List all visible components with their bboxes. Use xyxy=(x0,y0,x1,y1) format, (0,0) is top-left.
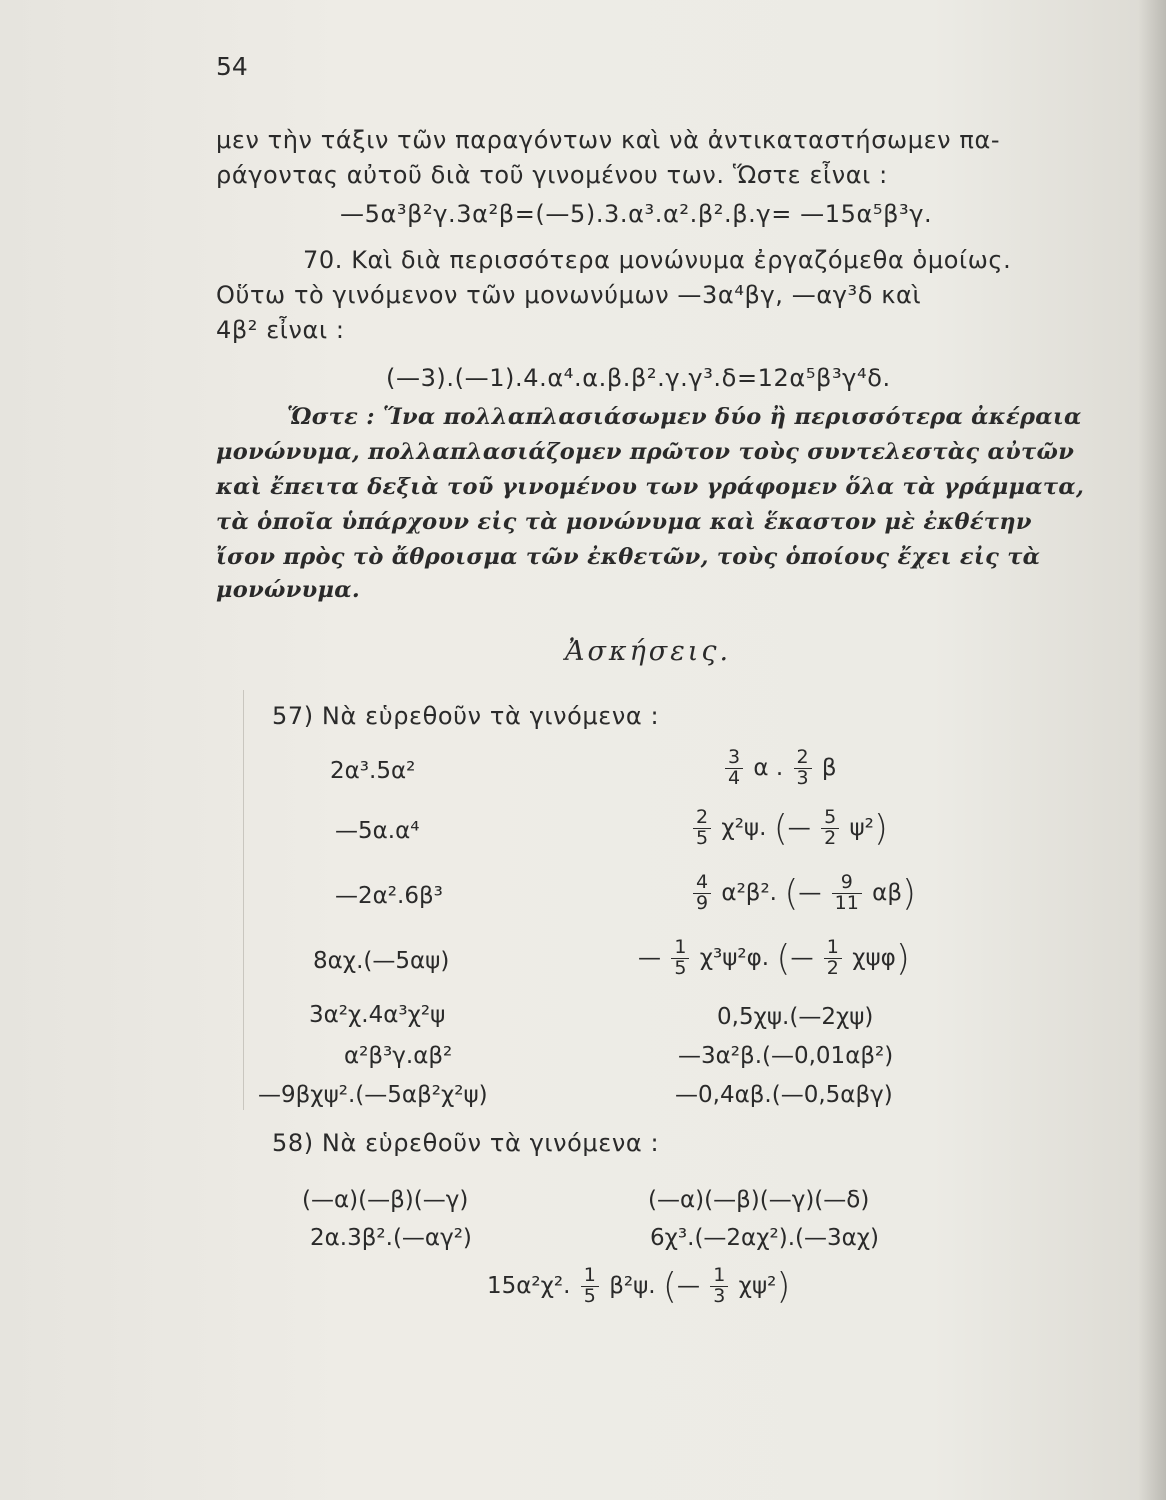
ex58-item-4: 6χ³.(—2αχ²).(—3αχ) xyxy=(650,1225,880,1251)
text-line: μεν τὴν τάξιν τῶν παραγόντων καὶ νὰ ἀντικαταστήσωμεν πα- xyxy=(216,126,1001,154)
rule-line: ἴσον πρὸς τὸ ἄθροισμα τῶν ἐκθετῶν, τοὺς ὁποίους ἔχει εἰς τὰ xyxy=(216,544,1041,570)
rule-line: μονώνυμα. xyxy=(216,577,361,603)
equation: (—3).(—1).4.α⁴.α.β.β².γ.γ³.δ=12α⁵β³γ⁴δ. xyxy=(386,364,891,392)
ex57-left-7: —9βχψ².(—5αβ²χ²ψ) xyxy=(258,1082,488,1108)
page-edge-shadow xyxy=(1138,0,1166,1500)
ex57-left-6: α²β³γ.αβ² xyxy=(344,1043,453,1069)
ex58-item-3: 2α.3β².(—αγ²) xyxy=(310,1225,472,1251)
section-title: Ἀσκήσεις. xyxy=(565,636,732,667)
fraction: $\frac{2}{5}$ xyxy=(693,808,711,849)
rule-line: τὰ ὁποῖα ὑπάρχουν εἰς τὰ μονώνυμα καὶ ἕκαστον μὲ ἐκθέτην xyxy=(216,509,1032,535)
fraction: $\frac{2}{3}$ xyxy=(794,748,812,789)
fraction: $\frac{1}{5}$ xyxy=(581,1266,599,1307)
ex57-left-5: 3α²χ.4α³χ²ψ xyxy=(309,1002,446,1028)
text-line: ράγοντας αὐτοῦ διὰ τοῦ γινομένου των. Ὥστε εἶναι : xyxy=(216,161,888,189)
fraction: $\frac{1}{2}$ xyxy=(824,938,842,979)
paragraph-70-line: Οὕτω τὸ γινόμενον τῶν μονωνύμων —3α⁴βγ, —αγ³δ καὶ xyxy=(216,281,922,309)
rule-line: καὶ ἔπειτα δεξιὰ τοῦ γινομένου των γράφομεν ὅλα τὰ γράμματα, xyxy=(216,474,1085,500)
fraction: $\frac{1}{5}$ xyxy=(671,938,689,979)
paragraph-70-line: 4β² εἶναι : xyxy=(216,316,345,344)
ex57-left-3: —2α².6β³ xyxy=(335,883,443,909)
ex57-right-2: $\frac{2}{5}$ χ²ψ. (— $\frac{5}{2}$ ψ²) xyxy=(690,808,888,849)
exercise-57-heading: 57) Νὰ εὑρεθοῦν τὰ γινόμενα : xyxy=(272,702,660,730)
rule-line: μονώνυμα, πολλαπλασιάζομεν πρῶτον τοὺς συντελεστὰς αὐτῶν xyxy=(216,439,1075,465)
ex57-right-5: 0,5χψ.(—2χψ) xyxy=(717,1004,874,1030)
fraction: $\frac{5}{2}$ xyxy=(821,808,839,849)
exercise-58-heading: 58) Νὰ εὑρεθοῦν τὰ γινόμενα : xyxy=(272,1129,660,1157)
ex57-right-4: — $\frac{1}{5}$ χ³ψ²φ. (— $\frac{1}{2}$ χψφ) xyxy=(638,936,910,979)
equation: —5α³β²γ.3α²β=(—5).3.α³.α².β².β.γ= —15α⁵β³γ. xyxy=(340,200,933,228)
fraction: $\frac{1}{3}$ xyxy=(710,1266,728,1307)
page-number: 54 xyxy=(216,52,248,81)
ex57-right-7: —0,4αβ.(—0,5αβγ) xyxy=(675,1082,893,1108)
ex57-left-2: —5α.α⁴ xyxy=(335,818,420,844)
paragraph-70-line: 70. Καὶ διὰ περισσότερα μονώνυμα ἐργαζόμεθα ὁμοίως. xyxy=(303,246,1012,274)
ex57-left-1: 2α³.5α² xyxy=(330,758,416,784)
fraction: $\frac{3}{4}$ xyxy=(725,748,743,789)
rule-line: Ὥστε : Ἵνα πολλαπλασιάσωμεν δύο ἢ περισσότερα ἀκέραια xyxy=(287,404,1082,430)
ex58-item-1: (—α)(—β)(—γ) xyxy=(302,1187,469,1213)
ex58-item-5: 15α²χ². $\frac{1}{5}$ β²ψ. (— $\frac{1}{3}$ χψ²) xyxy=(487,1264,791,1307)
ex57-left-4: 8αχ.(—5αψ) xyxy=(313,948,450,974)
fraction: $\frac{9}{11}$ xyxy=(832,873,862,914)
ex57-right-1: $\frac{3}{4}$ α . $\frac{2}{3}$ β xyxy=(722,748,837,789)
margin-line xyxy=(243,690,244,1110)
ex57-right-6: —3α²β.(—0,01αβ²) xyxy=(678,1043,894,1069)
fraction: $\frac{4}{9}$ xyxy=(693,873,711,914)
ex57-right-3: $\frac{4}{9}$ α²β². (— $\frac{9}{11}$ αβ) xyxy=(690,873,916,914)
ex58-item-2: (—α)(—β)(—γ)(—δ) xyxy=(648,1187,870,1213)
